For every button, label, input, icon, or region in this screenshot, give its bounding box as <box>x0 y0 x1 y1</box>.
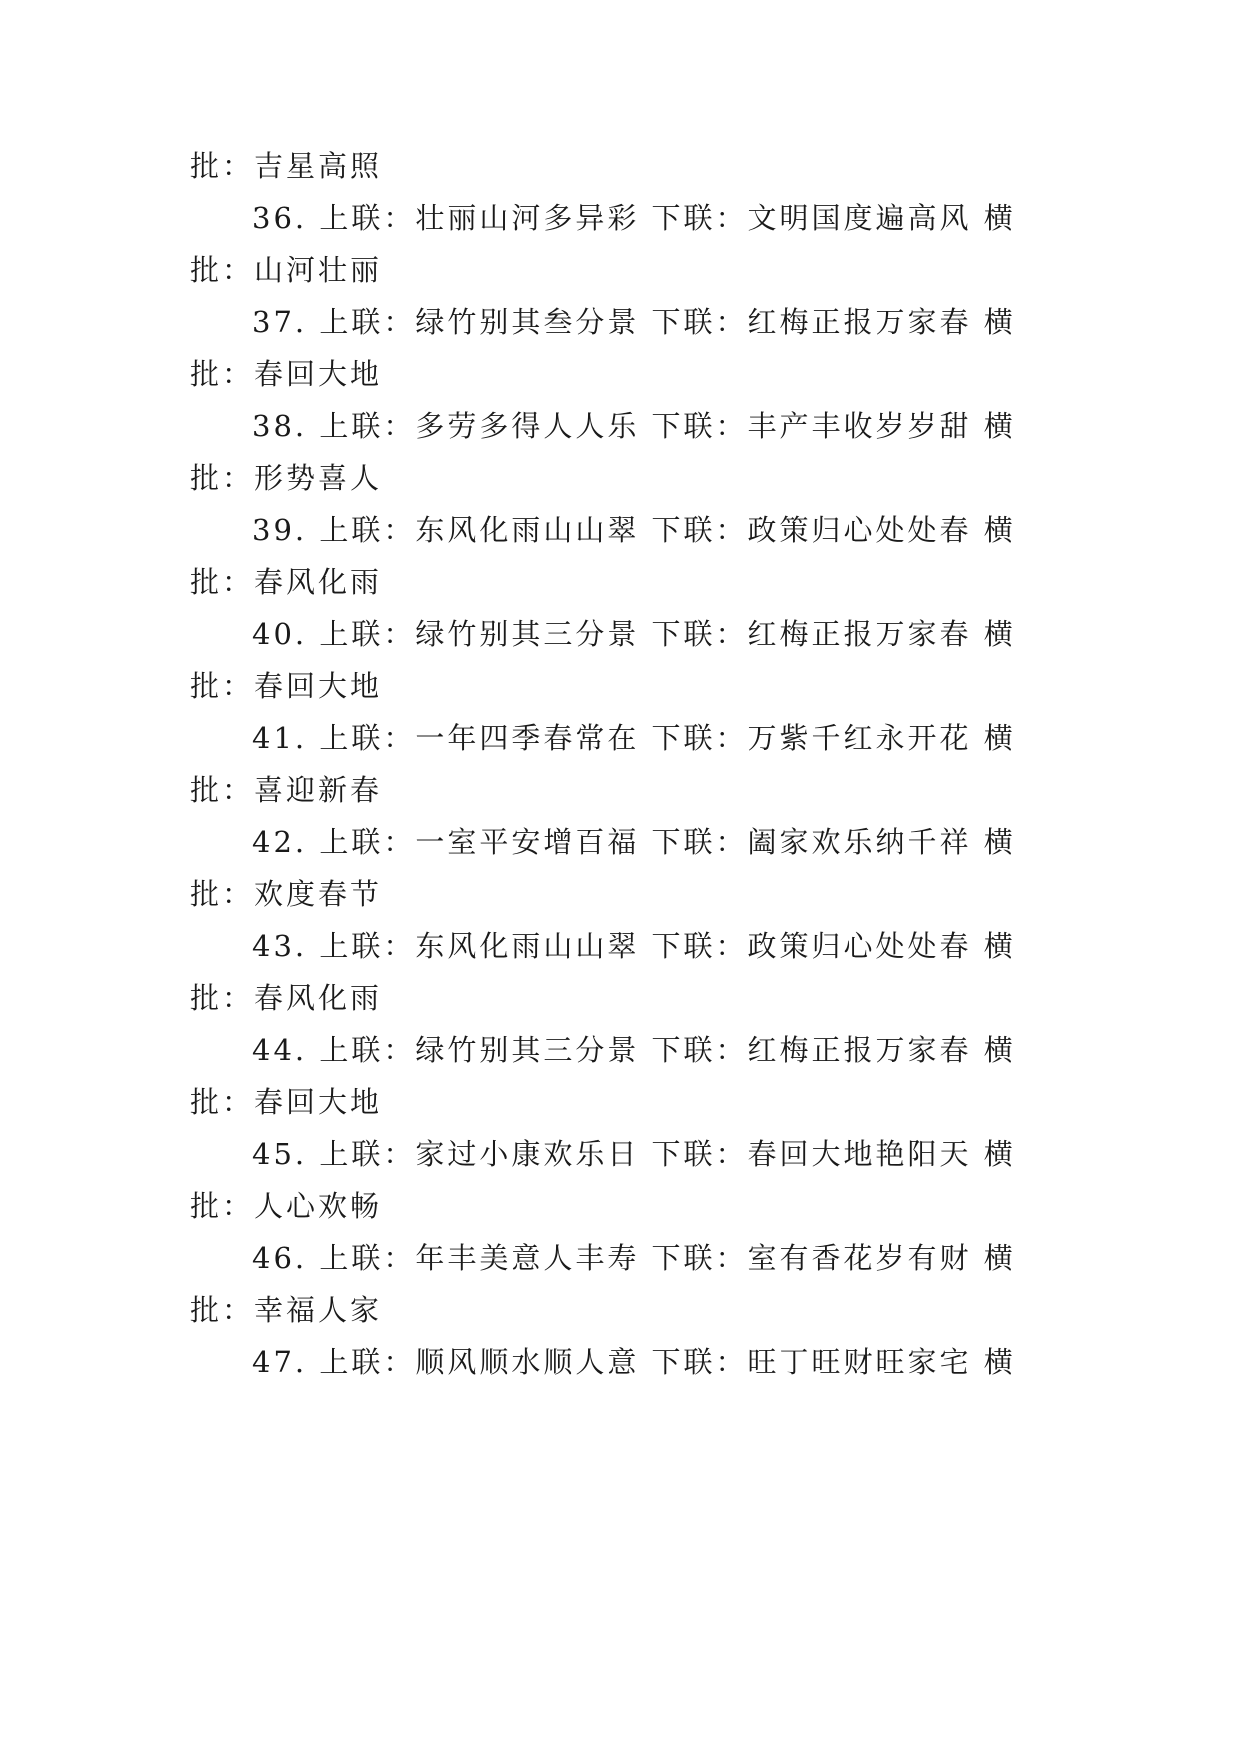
text-line: 38. 上联：多劳多得人人乐 下联：丰产丰收岁岁甜 横 <box>252 409 1016 443</box>
text-line: 批：春回大地 <box>190 1085 383 1119</box>
text-line: 批：山河壮丽 <box>190 253 383 287</box>
text-line: 批：欢度春节 <box>190 877 383 911</box>
text-line: 批：幸福人家 <box>190 1293 383 1327</box>
text-line: 41. 上联：一年四季春常在 下联：万紫千红永开花 横 <box>252 721 1016 755</box>
text-line: 批：人心欢畅 <box>190 1189 383 1223</box>
text-line: 批：春风化雨 <box>190 565 383 599</box>
text-line: 批：春回大地 <box>190 669 383 703</box>
text-line: 40. 上联：绿竹别其三分景 下联：红梅正报万家春 横 <box>252 617 1016 651</box>
text-line: 43. 上联：东风化雨山山翠 下联：政策归心处处春 横 <box>252 929 1016 963</box>
text-line: 批：喜迎新春 <box>190 773 383 807</box>
text-line: 批：春风化雨 <box>190 981 383 1015</box>
text-line: 47. 上联：顺风顺水顺人意 下联：旺丁旺财旺家宅 横 <box>252 1345 1016 1379</box>
text-line: 45. 上联：家过小康欢乐日 下联：春回大地艳阳天 横 <box>252 1137 1016 1171</box>
text-line: 42. 上联：一室平安增百福 下联：阖家欢乐纳千祥 横 <box>252 825 1016 859</box>
text-line: 36. 上联：壮丽山河多异彩 下联：文明国度遍高风 横 <box>252 201 1016 235</box>
text-line: 46. 上联：年丰美意人丰寿 下联：室有香花岁有财 横 <box>252 1241 1016 1275</box>
text-line: 批：春回大地 <box>190 357 383 391</box>
text-line: 批：形势喜人 <box>190 461 383 495</box>
text-line: 44. 上联：绿竹别其三分景 下联：红梅正报万家春 横 <box>252 1033 1016 1067</box>
text-line: 39. 上联：东风化雨山山翠 下联：政策归心处处春 横 <box>252 513 1016 547</box>
text-line: 37. 上联：绿竹别其叁分景 下联：红梅正报万家春 横 <box>252 305 1016 339</box>
text-line: 批：吉星高照 <box>190 149 383 183</box>
